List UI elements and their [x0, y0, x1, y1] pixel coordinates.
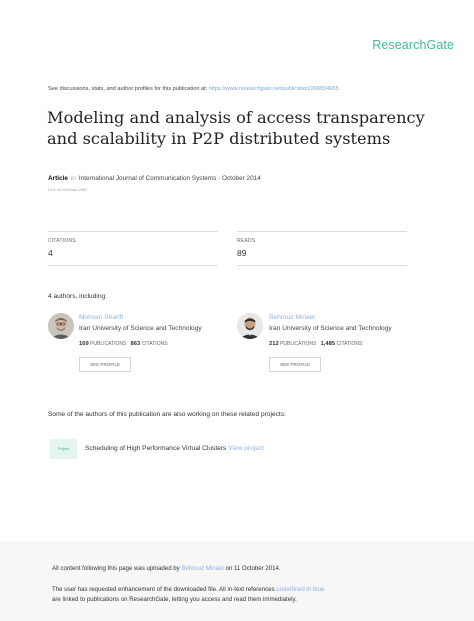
- project-item: [85, 445, 264, 452]
- enhancement-text: The user has requested enhancement of the downloaded file. All in-text references: [52, 586, 275, 593]
- page-title: Modeling and analysis of access transparency and scalability in P2P distributed systems: [47, 108, 425, 148]
- publications-count: 212: [269, 341, 279, 347]
- reads-label: READS: [237, 238, 256, 244]
- underlined-link[interactable]: underlined in blue: [276, 586, 325, 593]
- author-photo-icon: [48, 313, 74, 339]
- project-title: Scheduling of High Performance Virtual Clusters: [85, 445, 227, 452]
- citations-count: 863: [130, 341, 141, 347]
- view-project-link[interactable]: View project: [228, 445, 264, 452]
- author-photo-icon: [237, 313, 263, 339]
- journal-name: International Journal of Communication Systems · October 2014: [78, 175, 261, 182]
- publication-meta: [48, 175, 261, 182]
- doi: DOI: 10.1002/dac.2487: [48, 188, 88, 192]
- discussion-line: [48, 86, 339, 92]
- authors-heading: 4 authors, including:: [48, 293, 108, 300]
- project-badge: Project: [50, 439, 77, 459]
- publications-count: 169: [79, 341, 89, 347]
- footer-panel: [0, 541, 474, 621]
- author-avatar[interactable]: [48, 313, 74, 339]
- uploader-link[interactable]: Behrouz Minaei: [181, 565, 224, 572]
- author-name[interactable]: Mohsen Sharifi: [79, 314, 123, 321]
- projects-heading: Some of the authors of this publication are also working on these related projects:: [48, 411, 286, 418]
- publications-label: PUBLICATIONS: [90, 341, 127, 347]
- divider: [48, 231, 218, 232]
- see-profile-button[interactable]: SEE PROFILE: [269, 357, 321, 372]
- author-institution: Iran University of Science and Technology: [269, 325, 392, 332]
- divider: [237, 231, 407, 232]
- author-name[interactable]: Behrouz Minaei: [269, 314, 315, 321]
- upload-note: [52, 565, 281, 572]
- author-avatar[interactable]: [237, 313, 263, 339]
- publication-link[interactable]: https://www.researchgate.net/publication/266834655: [208, 86, 339, 92]
- divider: [48, 265, 218, 266]
- see-profile-button[interactable]: SEE PROFILE: [79, 357, 131, 372]
- meta-in: in: [70, 175, 76, 182]
- citations-label: CITATIONS: [48, 238, 76, 244]
- enhancement-note: [52, 585, 324, 605]
- reads-count: 89: [237, 248, 247, 258]
- publications-label: PUBLICATIONS: [280, 341, 317, 347]
- author-institution: Iran University of Science and Technology: [79, 325, 202, 332]
- citations-label: CITATIONS: [141, 341, 168, 347]
- divider: [237, 265, 407, 266]
- citations-count: 4: [48, 248, 53, 258]
- discussion-text: See discussions, stats, and author profiles for this publication at:: [48, 86, 208, 92]
- researchgate-logo: ResearchGate: [372, 38, 454, 52]
- article-type: Article: [48, 175, 68, 182]
- enhancement-text-2: are linked to publications on ResearchGate, letting you access and read them immediately.: [52, 596, 297, 603]
- upload-suffix: on 11 October 2014.: [225, 565, 281, 572]
- author-stats: [79, 341, 168, 347]
- citations-label: CITATIONS: [336, 341, 363, 347]
- author-stats: [269, 341, 362, 347]
- upload-prefix: All content following this page was uploaded by: [52, 565, 180, 572]
- citations-count: 1,485: [320, 341, 336, 347]
